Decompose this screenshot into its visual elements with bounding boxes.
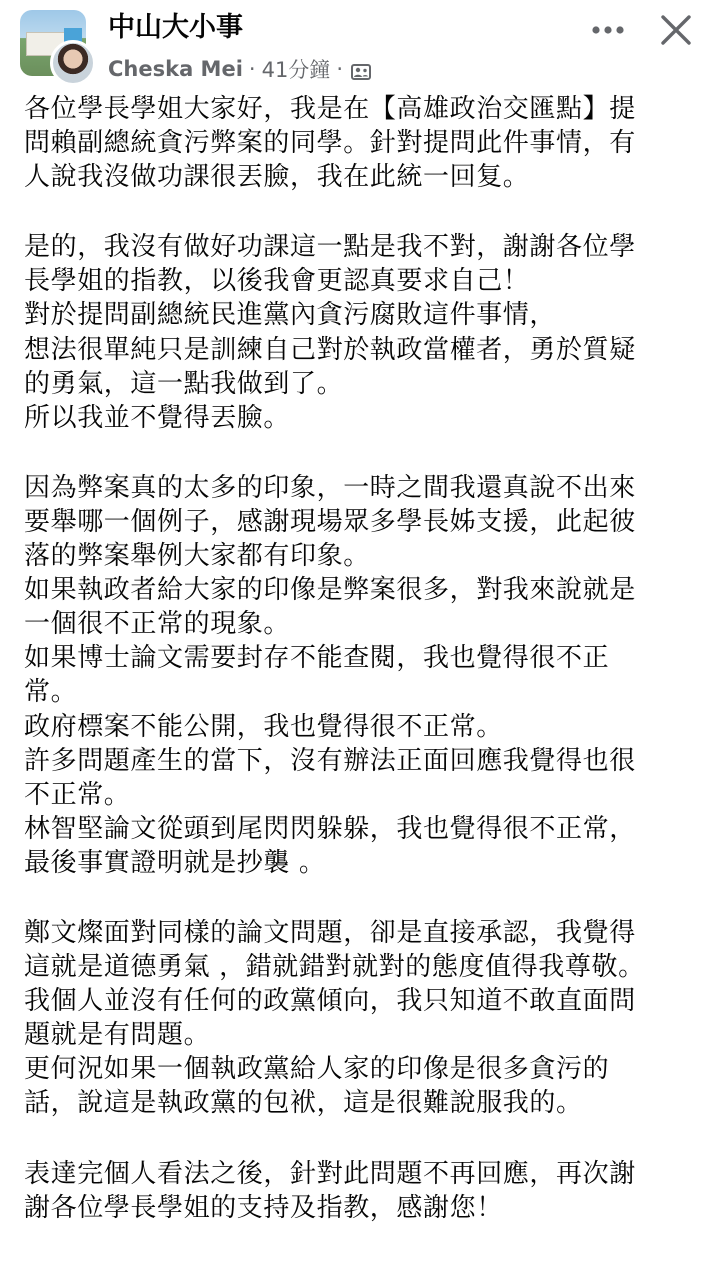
group-privacy-icon (351, 61, 371, 77)
post-paragraph (24, 92, 700, 194)
post-meta (108, 54, 371, 84)
post-header (0, 0, 716, 92)
close-icon (661, 15, 691, 45)
post-line: 謝各位學長學姐的支持及指教，感謝您！ (24, 1192, 503, 1223)
user-avatar[interactable] (50, 40, 96, 86)
post-line: 許多問題產生的當下，沒有辦法正面回應我覺得也很 (24, 745, 636, 776)
post-line: 想法很單純只是訓練自己對於執政當權者，勇於質疑 (24, 334, 636, 365)
post-line: 我個人並沒有任何的政黨傾向，我只知道不敢直面問 (24, 986, 636, 1017)
post-line: 常。 (24, 677, 78, 708)
post-line: 落的弊案舉例大家都有印象。 (24, 541, 370, 572)
post-line: 如果博士論文需要封存不能查閱，我也覺得很不正 (24, 643, 610, 674)
post-paragraph (24, 1157, 700, 1225)
post-line: 長學姐的指教，以後我會更認真要求自己！ (24, 266, 530, 297)
meta-separator-2: · (336, 57, 343, 81)
post-paragraph (24, 471, 700, 880)
post-line: 所以我並不覺得丟臉。 (24, 402, 291, 433)
post-paragraph (24, 916, 700, 1121)
post-line: 最後事實證明就是抄襲 。 (24, 847, 326, 878)
post-body (24, 92, 700, 1261)
post-line: 的勇氣，這一點我做到了。 (24, 368, 344, 399)
avatar-group[interactable] (20, 10, 98, 88)
author-name[interactable]: Cheska Mei (108, 57, 243, 81)
close-button[interactable] (652, 6, 700, 54)
post-line: 是的，我沒有做好功課這一點是我不對，謝謝各位學 (24, 232, 636, 263)
post-line: 因為弊案真的太多的印象，一時之間我還真說不出來 (24, 472, 636, 503)
post-line: 一個很不正常的現象。 (24, 609, 291, 640)
post-line: 各位學長學姐大家好，我是在【高雄政治交匯點】提 (24, 94, 636, 124)
post-line: 要舉哪一個例子，感謝現場眾多學長姊支援，此起彼 (24, 506, 636, 537)
post-line: 問賴副總統貪污弊案的同學。針對提問此件事情，有 (24, 128, 636, 159)
post-line: 對於提問副總統民進黨內貪污腐敗這件事情， (24, 300, 557, 331)
group-name[interactable]: 中山大小事 (108, 12, 243, 43)
meta-separator: · (248, 57, 256, 81)
post-line: 話，說這是執政黨的包袱，這是很難說服我的。 (24, 1088, 583, 1119)
post-line: 這就是道德勇氣 ，錯就錯對就對的態度值得我尊敬。 (24, 952, 645, 983)
post-line: 人說我沒做功課很丟臉，我在此統一回复。 (24, 162, 530, 193)
post-time[interactable]: 41分鐘 (261, 58, 331, 82)
post-line: 更何況如果一個執政黨給人家的印像是很多貪污的 (24, 1054, 610, 1085)
post-line: 題就是有問題。 (24, 1020, 211, 1051)
post-line: 鄭文燦面對同樣的論文問題，卻是直接承認，我覺得 (24, 917, 636, 948)
post-paragraph (24, 230, 700, 435)
post-line: 表達完個人看法之後，針對此問題不再回應，再次謝 (24, 1158, 636, 1189)
post-line: 林智堅論文從頭到尾閃閃躲躲，我也覺得很不正常， (24, 813, 636, 844)
post-line: 如果執政者給大家的印像是弊案很多，對我來說就是 (24, 575, 636, 606)
more-button[interactable] (588, 10, 628, 50)
more-icon (591, 25, 625, 35)
post-line: 政府標案不能公開，我也覺得很不正常。 (24, 711, 503, 742)
post-line: 不正常。 (24, 779, 131, 810)
